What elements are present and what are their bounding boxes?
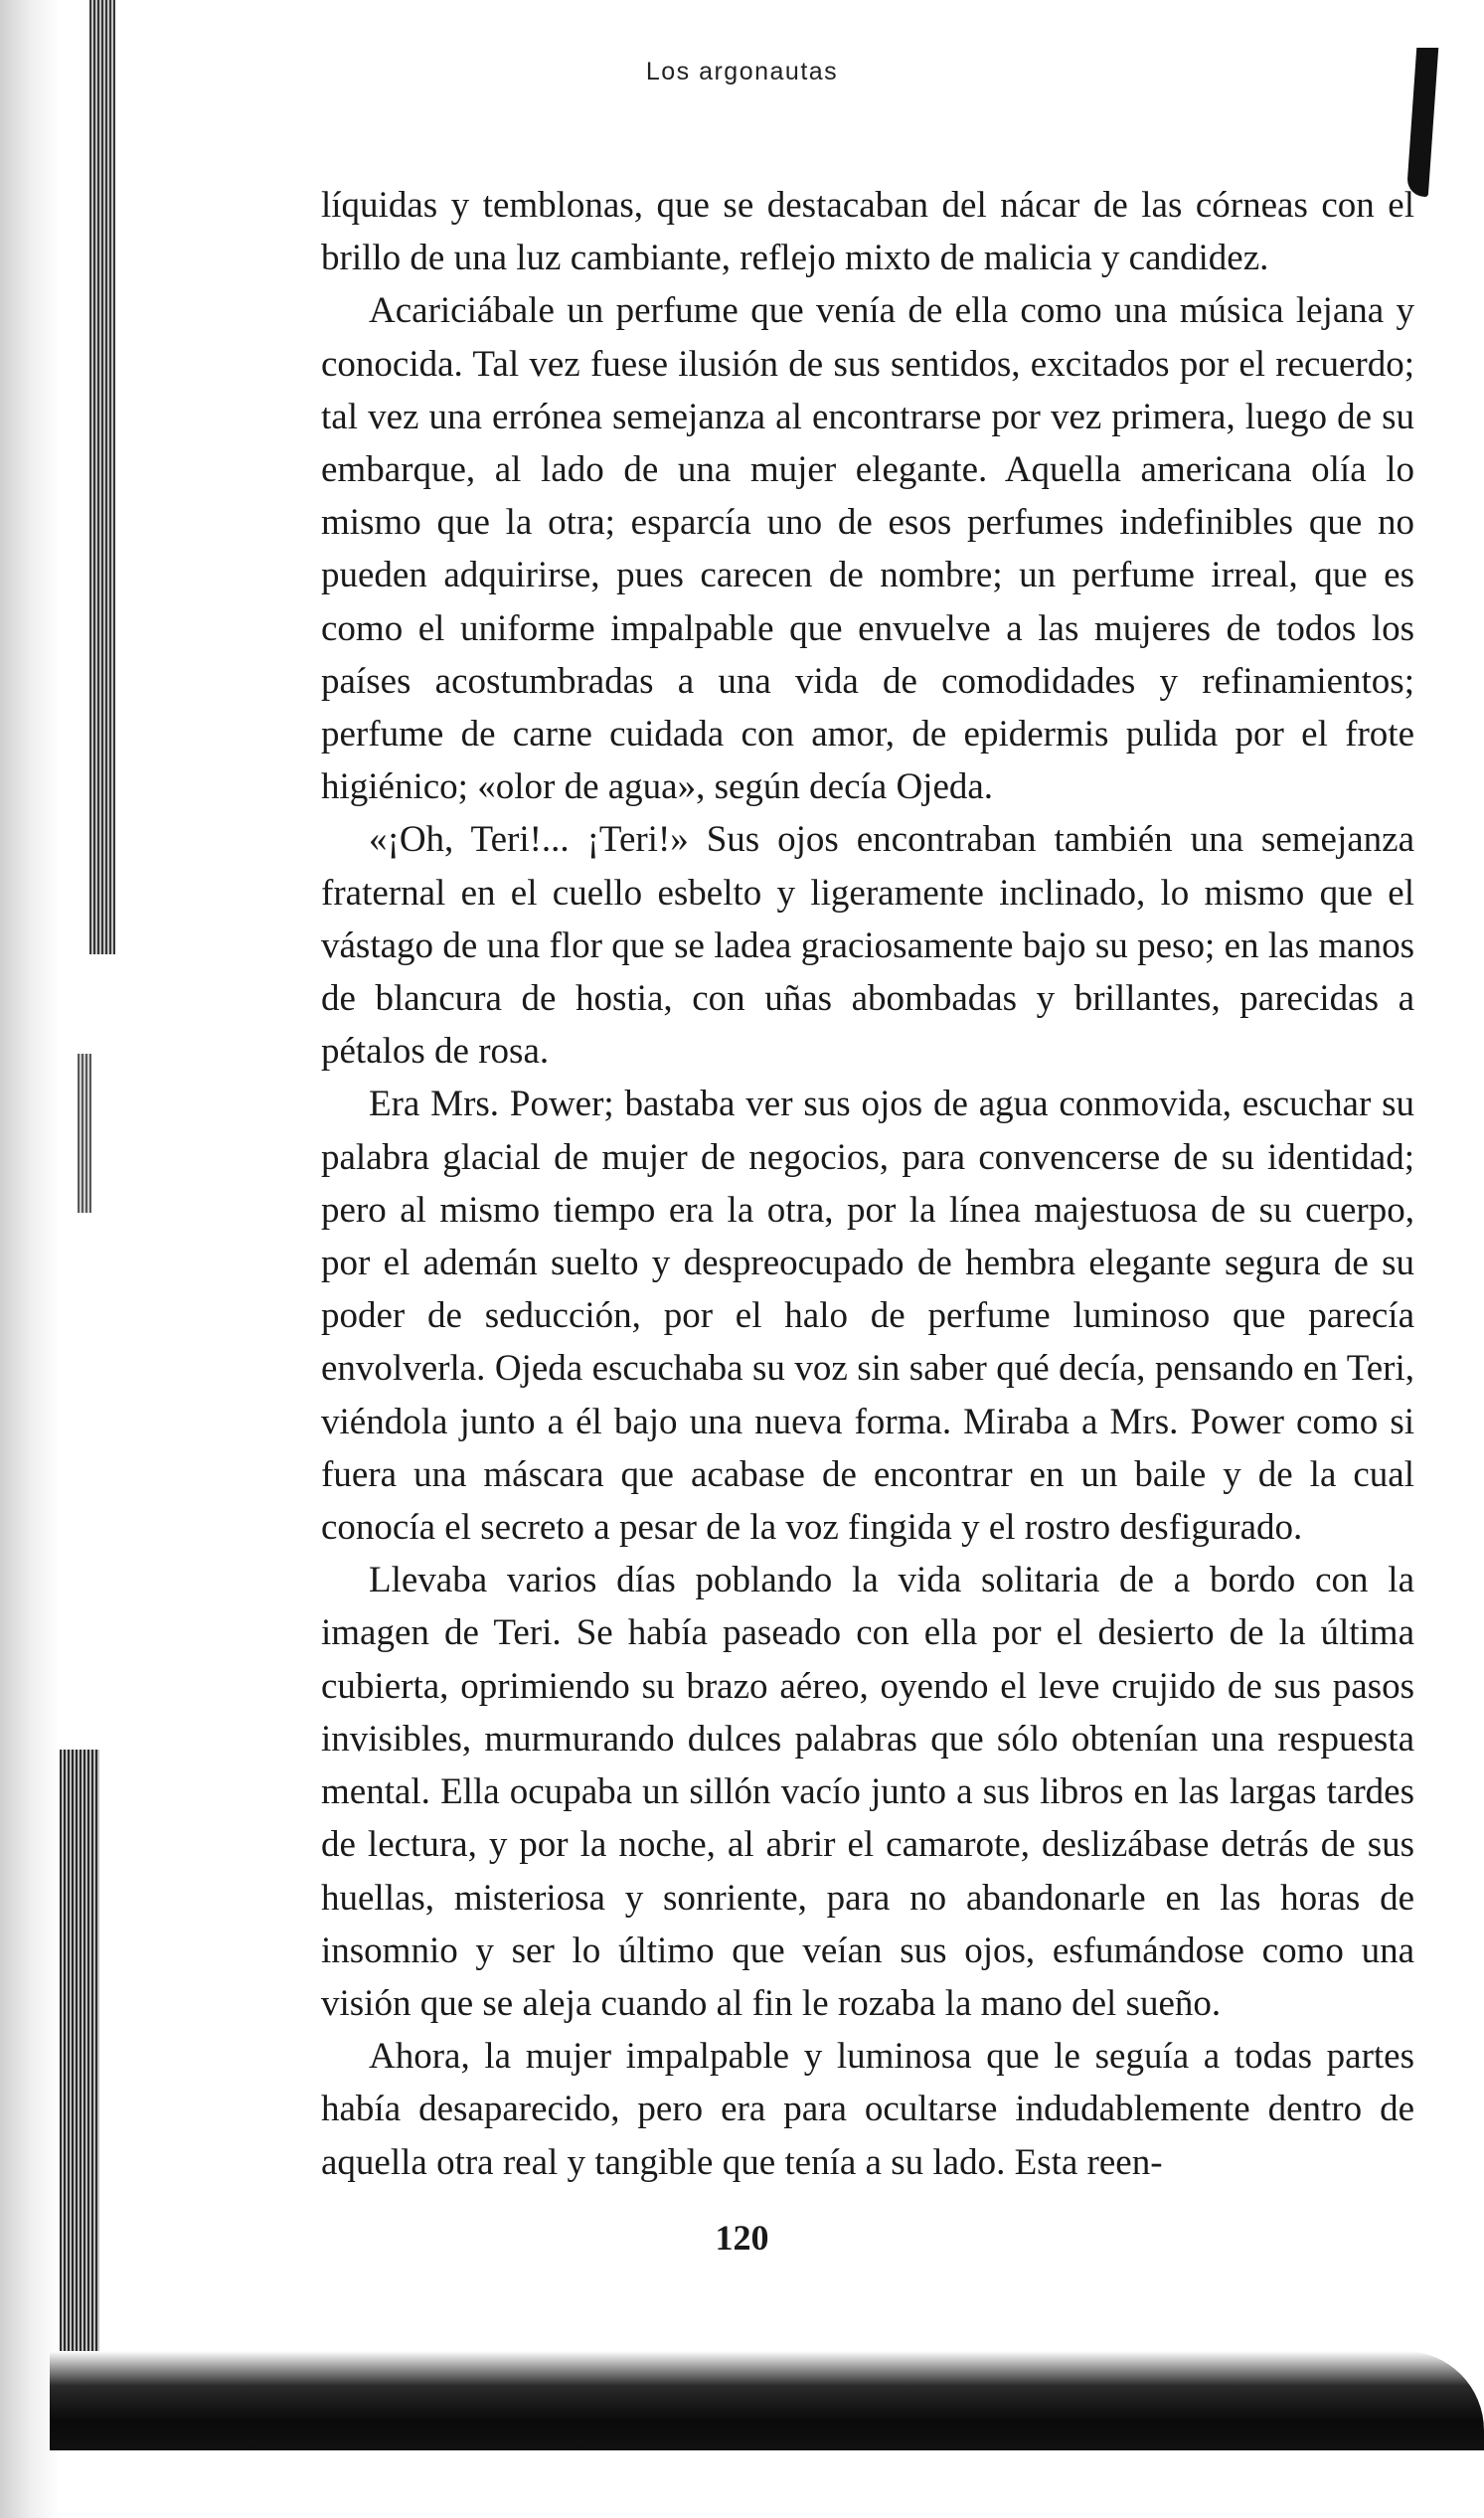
scan-left-edge [0, 0, 60, 2518]
scan-binding-shadow [78, 1054, 91, 1213]
scan-binding-shadow [60, 1750, 99, 2445]
body-text [321, 179, 1414, 2189]
running-header: Los argonautas [645, 58, 839, 85]
paragraph: «¡Oh, Teri!... ¡Teri!» Sus ojos encontraban también una semejanza fraternal en el cuello esbelto y ligeramente inclinado, lo mismo que el vástago de una flor que se ladea graciosamente bajo su peso; en las manos de blancura de hostia, con uñas abombadas y brillantes, parecidas a pétalos de rosa. [321, 819, 1414, 1073]
scan-binding-shadow [89, 0, 115, 954]
paragraph: Llevaba varios días poblando la vida solitaria de a bordo con la imagen de Teri. Se había paseado con ella por el desierto de la última cubierta, oprimiendo su brazo aéreo, oyendo el leve crujido de sus pasos invisibles, murmurando dulces palabras que sólo obtenían una respuesta mental. Ella ocupaba un sillón vacío junto a sus libros en las largas tardes de lectura, y por la noche, al abrir el camarote, deslizábase detrás de sus huellas, misteriosa y sonriente, para no abandonarle en las horas de insomnio y ser lo último que veían sus ojos, esfumándose como una visión que se aleja cuando al fin le rozaba la mano del sueño. [321, 1560, 1414, 2024]
scan-bottom-shadow [50, 2351, 1484, 2450]
paragraph: Era Mrs. Power; bastaba ver sus ojos de agua conmovida, escuchar su palabra glacial de mujer de negocios, para convencerse de su identidad; pero al mismo tiempo era la otra, por la línea majestuosa de su cuerpo, por el ademán suelto y despreocupado de hembra elegante segura de su poder de seducción, por el halo de perfume luminoso que parecía envolverla. Ojeda escuchaba su voz sin saber qué decía, pensando en Teri, viéndola junto a él bajo una nueva forma. Miraba a Mrs. Power como si fuera una máscara que acabase de encontrar en un baile y de la cual conocía el secreto a pesar de la voz fingida y el rostro desfigurado. [321, 1084, 1414, 1549]
paragraph: Ahora, la mujer impalpable y luminosa que le seguía a todas partes había desaparecido, pero era para ocultarse indudablemente dentro de aquella otra real y tangible que tenía a su lado. Esta reen- [321, 2036, 1414, 2183]
paragraph: Acariciábale un perfume que venía de ella como una música lejana y conocida. Tal vez fuese ilusión de sus sentidos, excitados por el recuerdo; tal vez una errónea semejanza al encontrarse por vez primera, luego de su embarque, al lado de una mujer elegante. Aquella americana olía lo mismo que la otra; esparcía uno de esos perfumes indefinibles que no pueden adquirirse, pues carecen de nombre; un perfume irreal, que es como el uniforme impalpable que envuelve a las mujeres de todos los países acostumbradas a una vida de comodidades y refinamientos; perfume de carne cuidada con amor, de epidermis pulida por el frote higiénico; «olor de agua», según decía Ojeda. [321, 290, 1414, 808]
paragraph: líquidas y temblonas, que se destacaban del nácar de las córneas con el brillo de una luz cambiante, reflejo mixto de malicia y candidez. [321, 185, 1414, 279]
page-number: 120 [715, 2218, 769, 2258]
